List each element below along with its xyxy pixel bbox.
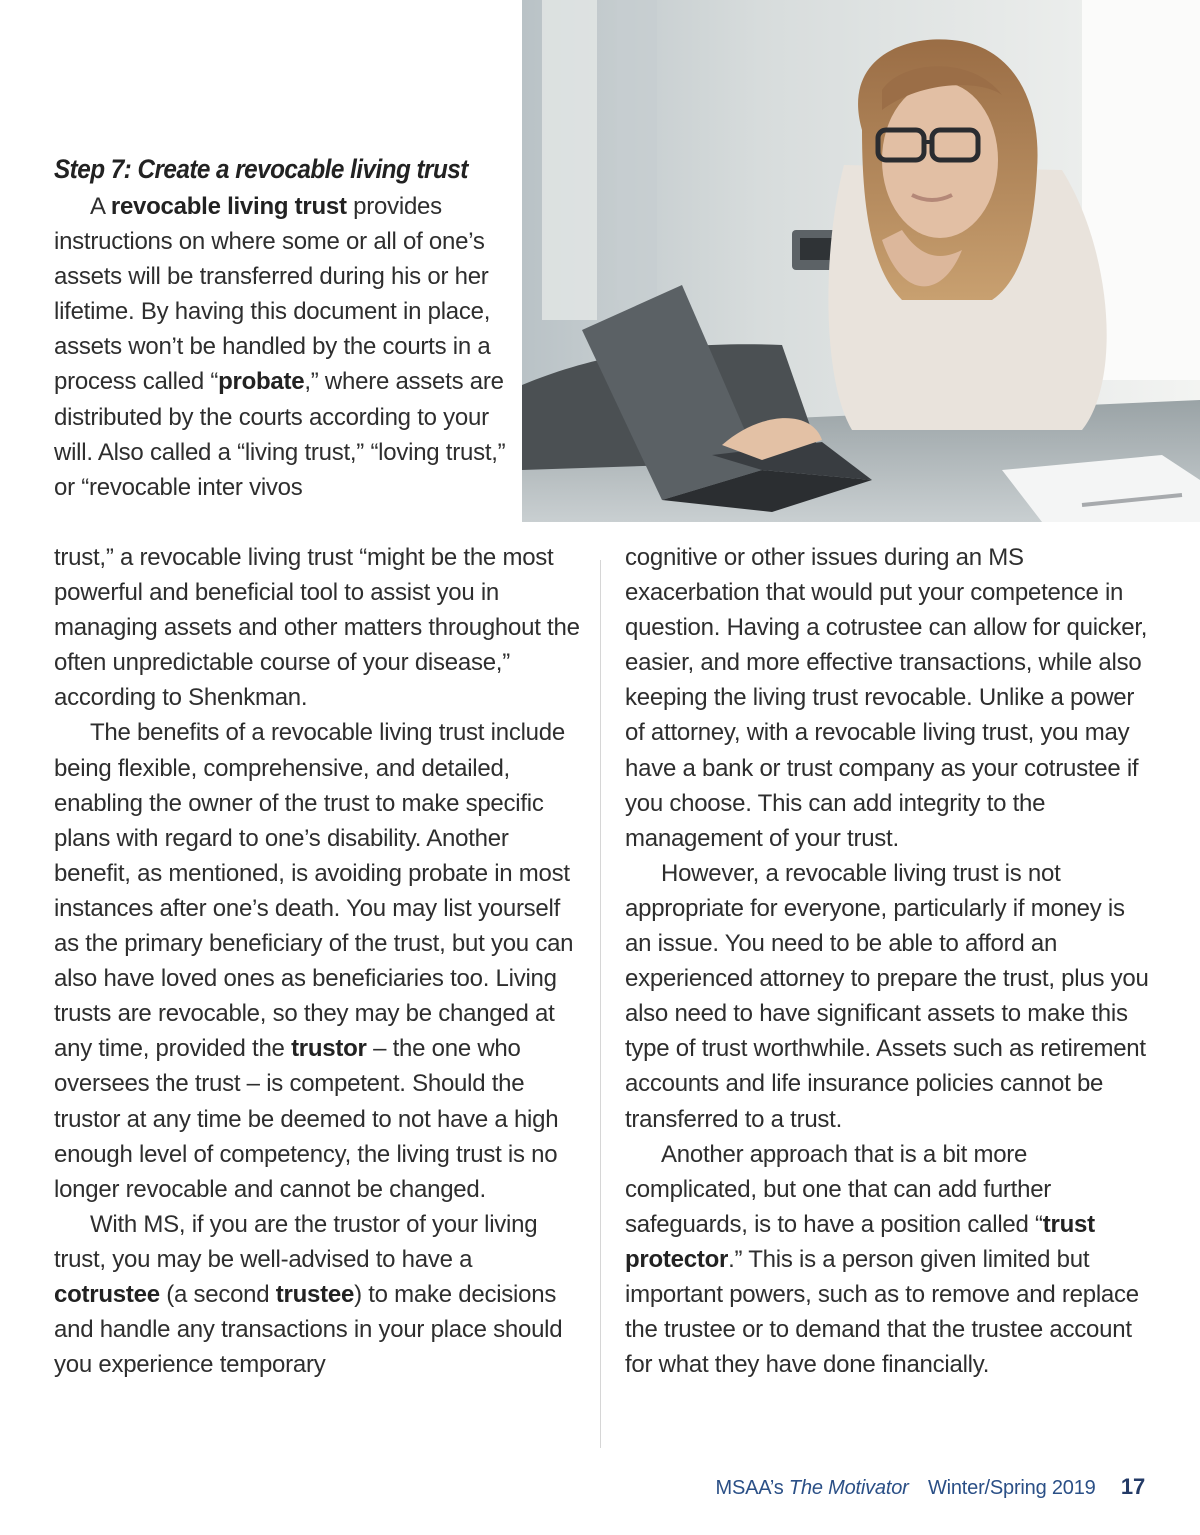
key-term: trustor <box>291 1035 367 1063</box>
paragraph: With MS, if you are the trustor of your living trust, you may be well-advised to have a cotrustee (a second trustee) to make decisions and handle any transactions in your place should you experience temporary <box>54 1210 563 1379</box>
paragraph: A revocable living trust provides instructions on where some or all of one’s assets will be transferred during his or her lifetime. By having this document in place, assets won’t be handled by the courts in a process called “probate,” where assets are distributed by the courts according to your will. Also called a “living trust,” “loving trust,” or “revocable inter vivos <box>54 193 506 501</box>
woman-at-laptop-photo <box>522 0 1200 522</box>
page-number: 17 <box>1120 1474 1145 1499</box>
page-footer <box>715 1474 1145 1500</box>
footer-issue: Winter/Spring 2019 <box>927 1477 1096 1499</box>
left-column-bottom <box>54 540 584 1382</box>
key-term: cotrustee <box>54 1280 160 1308</box>
paragraph: However, a revocable living trust is not appropriate for everyone, particularly if money is an issue. You need to be able to afford an experienced attorney to prepare the trust, plus you also need to have significant assets to make this type of trust worthwhile. Assets such as retirement accounts and life insurance policies cannot be transferred to a trust. <box>625 859 1149 1133</box>
left-column-top <box>54 189 509 505</box>
key-term: probate <box>218 368 305 396</box>
column-divider <box>600 560 601 1448</box>
step-heading: Step 7: Create a revocable living trust <box>54 154 468 184</box>
key-term: trust protector <box>625 1210 1095 1273</box>
key-term: revocable living trust <box>110 193 347 220</box>
key-term: trustee <box>275 1280 355 1308</box>
right-column <box>625 540 1155 1382</box>
paragraph: cognitive or other issues during an MS exacerbation that would put your competence in question. Having a cotrustee can allow for quicker, easier, and more effective transactions, while also keeping the living trust revocable. Unlike a power of attorney, with a revocable living trust, you may have a bank or trust company as your cotrustee if you choose. This can add integrity to the management of your trust. <box>625 544 1148 852</box>
footer-publisher: MSAA’s <box>715 1477 784 1499</box>
paragraph: Another approach that is a bit more complicated, but one that can add further safeguards, is to have a position called “trust protector.” This is a person given limited but important powers, such as to remove and replace the trustee or to demand that the trustee account for what they have done financially. <box>625 1140 1139 1379</box>
paragraph: The benefits of a revocable living trust include being flexible, comprehensive, and detailed, enabling the owner of the trust to make specific plans with regard to one’s disability. Another benefit, as mentioned, is avoiding probate in most instances after one’s death. You may list yourself as the primary beneficiary of the trust, but you can also have loved ones as beneficiaries too. Living trusts are revocable, so they may be changed at any time, provided the trustor – the one who oversees the trust – is competent. Should the trustor at any time be deemed to not have a high enough level of competency, the living trust is no longer revocable and cannot be changed. <box>54 719 574 1203</box>
footer-publication-title: The Motivator <box>788 1477 909 1499</box>
paragraph: trust,” a revocable living trust “might be the most powerful and beneficial tool to assist you in managing assets and other matters throughout the often unpredictable course of your disease,” according to Shenkman. <box>54 544 580 712</box>
